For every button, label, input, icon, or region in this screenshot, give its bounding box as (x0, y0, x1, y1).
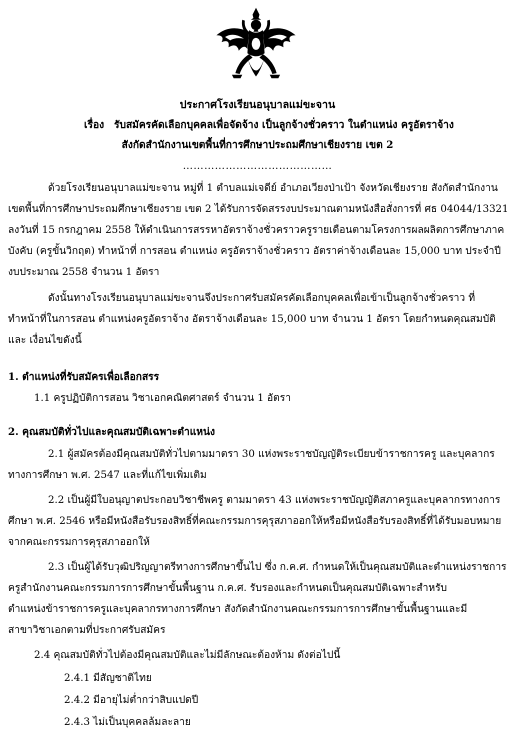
separator: …………………………………… (182, 161, 333, 172)
subject-line-2: สังกัดสำนักงานเขตพื้นที่การศึกษาประถมศึกษาเชียงราย เขต 2 (121, 139, 394, 151)
item-2-3-line: 2.3 เป็นผู้ได้รับวุฒิปริญญาตรีทางการศึกษาขึ้นไป ซึ่ง ก.ค.ศ. กำหนดให้เป็นคุณสมบัติและตำแหน่งราชการ (48, 562, 507, 573)
subject-prefix: เรื่อง (84, 119, 105, 131)
intro-line: เขตพื้นที่การศึกษาประถมศึกษาเชียงราย เขต 2 ได้รับการจัดสรรงบประมาณตามหนังสือสั่งการที่ ศธ 04044/13321 (8, 204, 509, 215)
section-2-heading: 2. คุณสมบัติทั่วไปและคุณสมบัติเฉพาะตำแหน่ง (8, 426, 215, 438)
item-2-4-sub: 2.4.3 ไม่เป็นบุคคลล้มละลาย (64, 717, 191, 728)
item-2-2-line: 2.2 เป็นผู้มีใบอนุญาตประกอบวิชาชีพครู ตามมาตรา 43 แห่งพระราชบัญญัติสภาครูและบุคลากรทางการ (48, 495, 501, 506)
subject-line-1: รับสมัครคัดเลือกบุคคลเพื่อจัดจ้าง เป็นลูกจ้างชั่วคราว ในตำแหน่ง ครูอัตราจ้าง (114, 119, 454, 131)
item-2-2-line: ศึกษา พ.ศ. 2546 หรือมีหนังสือรับรองสิทธิ์ที่คณะกรรมการคุรุสภาออกให้หรือมีหนังสือรับรองสิทธิ์ที่ได้รับมอบหมาย (8, 516, 502, 527)
item-2-3-line: สาขาวิชาเอกตามที่ประกาศรับสมัคร (8, 625, 166, 636)
intro-line: ด้วยโรงเรียนอนุบาลแม่ขะจาน หมู่ที่ 1 ตำบลแม่เจดีย์ อำเภอเวียงป่าเป้า จังหวัดเชียงราย สังกัดสำนักงาน (48, 183, 498, 194)
item-2-2-line: จากคณะกรรมการคุรุสภาออกให้ (8, 537, 150, 548)
item-2-3-line: ครูสำนักงานคณะกรรมการการศึกษาขั้นพื้นฐาน ก.ค.ศ. รับรองและกำหนดเป็นคุณสมบัติเฉพาะสำหรับ (8, 583, 448, 594)
item-2-1-line: ทางการศึกษา พ.ศ. 2547 และที่แก้ไขเพิ่มเติม (8, 470, 207, 481)
item-2-1-line: 2.1 ผู้สมัครต้องมีคุณสมบัติทั่วไปตามมาตรา 30 แห่งพระราชบัญญัติระเบียบข้าราชการครู และบุคลากร (48, 449, 495, 460)
item-2-4: 2.4 คุณสมบัติทั่วไปต้องมีคุณสมบัติและไม่มีลักษณะต้องห้าม ดังต่อไปนี้ (34, 650, 341, 661)
section-1-heading: 1. ตำแหน่งที่รับสมัครเพื่อเลือกสรร (8, 371, 160, 383)
garuda-emblem-icon (213, 6, 299, 92)
intro-line: ลงวันที่ 15 กรกฎาคม 2558 ให้ดำเนินการสรรหาอัตราจ้างชั่วคราวครูรายเดือนตามโครงการผลผลิตการศึกษาภาค (8, 225, 505, 236)
intro-line: งบประมาณ 2558 จำนวน 1 อัตรา (8, 267, 160, 278)
item-2-4-sub: 2.4.2 มีอายุไม่ต่ำกว่าสิบแปดปี (64, 695, 199, 706)
paragraph-line: ดังนั้นทางโรงเรียนอนุบาลแม่ขะจานจึงประกาศรับสมัครคัดเลือกบุคคลเพื่อเข้าเป็นลูกจ้างชั่วคราว ที่ (48, 293, 476, 304)
section-1-item: 1.1 ครูปฏิบัติการสอน วิชาเอกคณิตศาสตร์ จำนวน 1 อัตรา (34, 393, 291, 404)
item-2-3-line: ตำแหน่งข้าราชการครูและบุคลากรทางการศึกษา สังกัดสำนักงานคณะกรรมการการศึกษาขั้นพื้นฐานและมี (8, 604, 468, 615)
item-2-4-sub: 2.4.1 มีสัญชาติไทย (64, 673, 152, 684)
paragraph-line: และ เงื่อนไขดังนี้ (8, 335, 82, 346)
intro-line: บังคับ (ครูขั้นวิกฤต) ทำหน้าที่ การสอน ตำแหน่ง ครูอัตราจ้างชั่วคราว อัตราค่าจ้างเดือนละ 15,000 บาท ประจำปี (8, 246, 501, 257)
paragraph-line: ทำหน้าที่ในการสอน ตำแหน่งครูอัตราจ้าง อัตราจ้างเดือนละ 15,000 บาท จำนวน 1 อัตรา โดยกำหนดคุณสมบัติ (8, 314, 496, 325)
document-title: ประกาศโรงเรียนอนุบาลแม่ขะจาน (179, 99, 336, 111)
